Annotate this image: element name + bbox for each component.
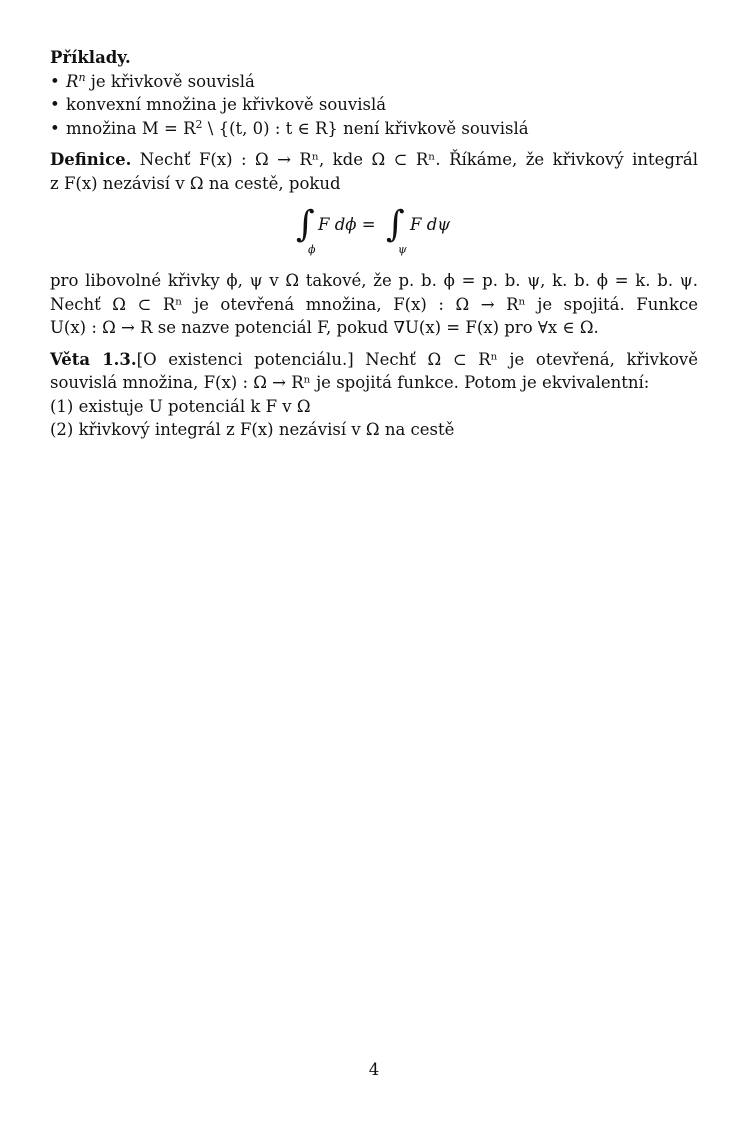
theorem-item-2: (2) křivkový integrál z F(x) nezávisí v Ω na cestě [50,420,455,439]
integral-sign-icon: ∫ [386,204,405,245]
integral-equation: ∫ ϕ F dϕ = ∫ ψ F dψ [296,204,451,256]
paragraph-line-1: pro libovolné křivky ϕ, ψ v Ω takové, že p. b. ϕ = p. b. ψ, k. b. ϕ = k. b. ψ. [50,271,698,290]
page-content [50,46,698,442]
bullet-icon: • [50,118,60,138]
integral-sign-icon: ∫ [296,204,315,245]
theorem-label: Věta 1.3. [50,349,137,369]
bullet-icon: • [50,71,60,91]
bullet-icon: • [50,95,60,114]
definition-line-1: Definice. Nechť F(x) : Ω → Rⁿ, kde Ω ⊂ Rⁿ. Říkáme, že křivkový integrál [50,150,698,169]
theorem-line-1: Věta 1.3.[O existenci potenciálu.] Nechť Ω ⊂ Rⁿ je otevřená, křivkově [50,349,698,369]
theorem-item-1: (1) existuje U potenciál k F v Ω [50,396,311,416]
example-item-1: • $R^n$ je křivkově souvislá [50,70,698,94]
page-number: 4 [368,1060,380,1079]
theorem-line-2: souvislá množina, F(x) : Ω → Rⁿ je spojitá funkce. Potom je ekvivalentní: [50,373,650,392]
definition-line-2: z F(x) nezávisí v Ω na cestě, pokud [50,173,341,193]
examples-heading: Příklady. [50,48,131,67]
paragraph-line-3: U(x) : Ω → R se nazve potenciál F, pokud ∇U(x) = F(x) pro ∀x ∈ Ω. [50,318,599,337]
definition-label: Definice. [50,150,132,169]
example-item-3: • množina $M = R^2$ \ {(t, 0) : t ∈ R} není křivkově souvislá [50,117,698,141]
paragraph-line-2: Nechť Ω ⊂ Rⁿ je otevřená množina, F(x) : Ω → Rⁿ je spojitá. Funkce [50,294,698,314]
example-item-2: • konvexní množina je křivkově souvislá [50,93,698,117]
